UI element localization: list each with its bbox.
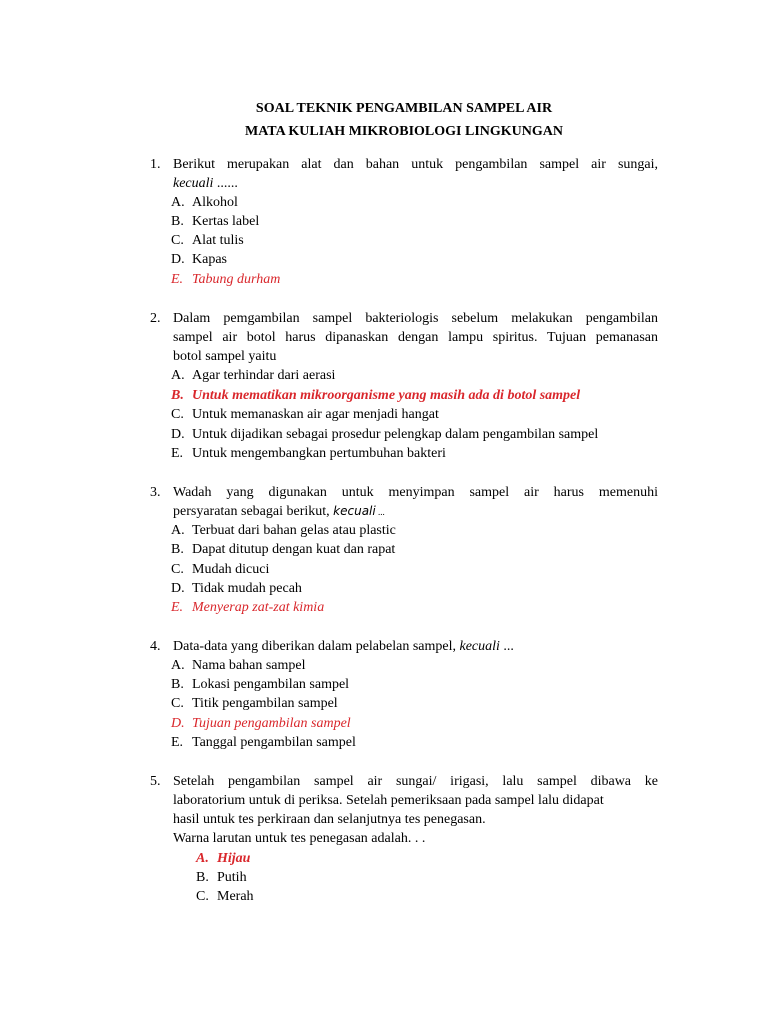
option-letter: B. [196,870,209,885]
option-text: Dapat ditutup dengan kuat dan rapat [192,542,396,557]
question-1-ellipsis: ...... [213,176,238,191]
option-letter: A. [171,195,185,210]
q4-option-e[interactable] [171,733,356,752]
option-letter: C. [171,407,184,422]
option-letter: A. [171,658,185,673]
q1-option-d[interactable] [171,250,227,269]
option-letter: D. [171,252,185,267]
option-text: Lokasi pengambilan sampel [192,677,350,692]
question-5-line-1: Setelah pengambilan sampel air sungai/ irigasi, lalu sampel dibawa ke [173,774,658,789]
option-letter: D. [171,427,185,442]
option-text: Agar terhindar dari aerasi [192,368,336,383]
question-1-number: 1. [150,157,161,172]
question-3-kecuali: kecuali [333,504,376,518]
option-text: Titik pengambilan sampel [192,696,338,711]
q5-option-b[interactable] [196,868,247,887]
q3-option-c[interactable] [171,560,269,579]
question-2-number: 2. [150,311,161,326]
question-3-line-1: Wadah yang digunakan untuk menyimpan sampel air harus memenuhi [173,485,658,500]
option-text: Kertas label [192,214,260,229]
question-3-ellipsis: ... [375,507,385,517]
option-text: Tujuan pengambilan sampel [192,716,351,731]
option-text: Kapas [192,252,227,267]
q4-option-d-answer[interactable] [171,714,351,733]
question-4-kecuali: kecuali [459,639,500,654]
option-text: Untuk dijadikan sebagai prosedur pelengkap dalam pengambilan sampel [192,427,599,442]
question-4-text: Data-data yang diberikan dalam pelabelan sampel, [173,639,456,654]
q4-option-c[interactable] [171,694,338,713]
q1-option-c[interactable] [171,231,244,250]
q4-option-b[interactable] [171,675,349,694]
option-text: Menyerap zat-zat kimia [192,600,325,615]
option-letter: A. [171,368,185,383]
option-text: Hijau [217,851,251,866]
option-letter: C. [171,696,184,711]
q3-option-e-answer[interactable] [171,598,324,617]
option-letter: E. [171,446,184,461]
q1-option-e-answer[interactable] [171,270,280,289]
question-3-line-2 [173,502,385,522]
q1-option-a[interactable] [171,193,238,212]
question-4-line-1 [173,637,514,656]
question-4-number: 4. [150,639,161,654]
question-1-line-1: Berikut merupakan alat dan bahan untuk pengambilan sampel air sungai, [173,157,658,172]
title-line-2: MATA KULIAH MIKROBIOLOGI LINGKUNGAN [244,124,563,139]
option-text: Alkohol [192,195,238,210]
question-2-line-3: botol sampel yaitu [173,349,277,364]
title-line-1: SOAL TEKNIK PENGAMBILAN SAMPEL AIR [255,101,553,116]
option-letter: B. [171,388,184,403]
q3-option-b[interactable] [171,540,395,559]
question-3-line-2-text: persyaratan sebagai berikut, [173,504,330,519]
option-text: Putih [217,870,247,885]
question-5-number: 5. [150,774,161,789]
q5-option-c[interactable] [196,887,254,906]
option-letter: C. [171,562,184,577]
q2-option-c[interactable] [171,405,439,424]
option-letter: E. [171,735,184,750]
option-letter: C. [196,889,209,904]
option-text: Terbuat dari bahan gelas atau plastic [192,523,396,538]
option-letter: B. [171,214,184,229]
option-letter: A. [196,851,209,866]
question-4-ellipsis: ... [499,639,514,654]
question-1-tail [173,174,238,193]
option-letter: A. [171,523,185,538]
option-text: Tabung durham [192,272,281,287]
option-letter: C. [171,233,184,248]
q5-option-a-answer[interactable] [196,849,250,868]
question-2-line-2: sampel air botol harus dipanaskan dengan lampu spiritus. Tujuan pemanasan [173,330,658,345]
option-text: Tidak mudah pecah [192,581,302,596]
q2-option-d[interactable] [171,425,598,444]
question-3-number: 3. [150,485,161,500]
option-text: Mudah dicuci [192,562,270,577]
q2-option-b-answer[interactable] [171,386,580,405]
question-5-line-3: hasil untuk tes perkiraan dan selanjutnya tes penegasan. [173,812,486,827]
option-letter: E. [171,272,184,287]
option-text: Untuk mematikan mikroorganisme yang masih ada di botol sampel [192,388,581,403]
question-5-line-4: Warna larutan untuk tes penegasan adalah. . . [173,831,426,846]
option-letter: D. [171,716,185,731]
option-text: Untuk memanaskan air agar menjadi hangat [192,407,439,422]
option-letter: D. [171,581,185,596]
q3-option-a[interactable] [171,521,396,540]
q3-option-d[interactable] [171,579,302,598]
option-letter: B. [171,677,184,692]
option-text: Merah [217,889,254,904]
option-letter: B. [171,542,184,557]
option-text: Untuk mengembangkan pertumbuhan bakteri [192,446,446,461]
question-1-kecuali: kecuali [173,176,214,191]
option-text: Tanggal pengambilan sampel [192,735,356,750]
option-text: Alat tulis [192,233,244,248]
q4-option-a[interactable] [171,656,306,675]
q2-option-e[interactable] [171,444,446,463]
q1-option-b[interactable] [171,212,259,231]
question-2-line-1: Dalam pemgambilan sampel bakteriologis sebelum melakukan pengambilan [173,311,658,326]
option-text: Nama bahan sampel [192,658,306,673]
option-letter: E. [171,600,184,615]
question-5-line-2: laboratorium untuk di periksa. Setelah pemeriksaan pada sampel lalu didapat [173,793,604,808]
q2-option-a[interactable] [171,366,335,385]
